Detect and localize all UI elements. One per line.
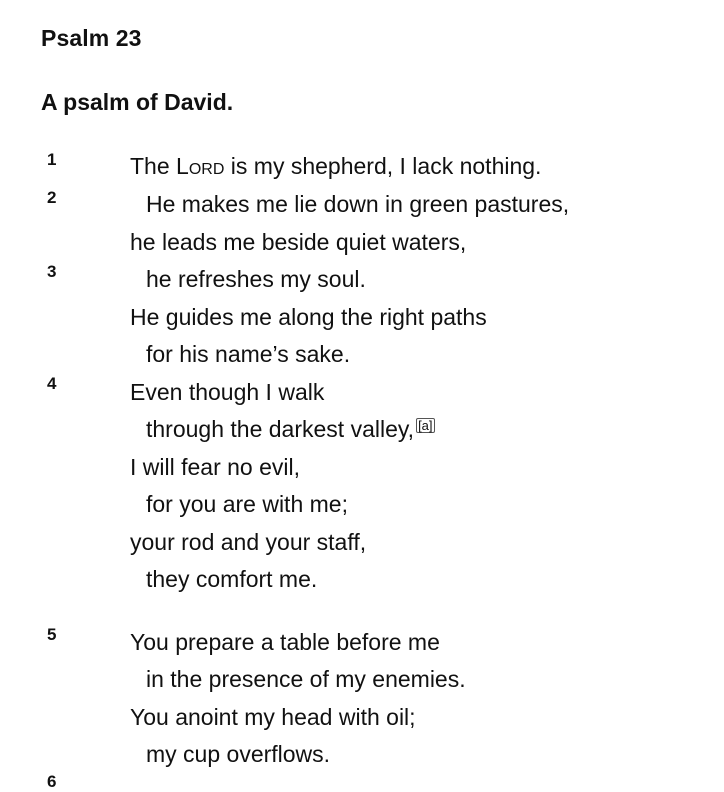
verse-text: is my shepherd, I lack nothing.: [224, 153, 542, 179]
page-title: Psalm 23: [41, 25, 142, 51]
verse-line: for you are with me;: [146, 491, 348, 517]
verse-line: Even though I walk: [130, 379, 325, 405]
verse-text: through the darkest valley,: [146, 416, 415, 442]
verse-line: You prepare a table before me: [130, 629, 440, 655]
verse-line: in the presence of my enemies.: [146, 666, 466, 692]
verse-line: they comfort me.: [146, 566, 318, 592]
verse-number-6: 6: [47, 772, 57, 791]
verse-line: he refreshes my soul.: [146, 266, 366, 292]
verse-line: He makes me lie down in green pastures,: [146, 191, 570, 217]
verse-line: your rod and your staff,: [130, 529, 367, 555]
verse-number-1: 1: [47, 150, 57, 169]
verse-line: I will fear no evil,: [130, 454, 301, 480]
verse-line: You anoint my head with oil;: [130, 704, 416, 730]
verse-number-5: 5: [47, 625, 57, 644]
verse-number-2: 2: [47, 188, 57, 207]
divine-name: Lord: [176, 153, 225, 179]
verse-line: my cup overflows.: [146, 741, 331, 767]
verse-line: he leads me beside quiet waters,: [130, 229, 467, 255]
verse-number-3: 3: [47, 262, 57, 281]
verse-line: [146, 415, 435, 443]
psalm-superscription: A psalm of David.: [41, 89, 234, 115]
verse-line: for his name’s sake.: [146, 341, 351, 367]
verse-text: The: [130, 153, 177, 179]
footnote-link[interactable]: [a]: [418, 418, 433, 434]
verse-line: He guides me along the right paths: [130, 304, 487, 330]
verse-line: [130, 152, 541, 180]
verse-number-4: 4: [47, 374, 57, 393]
